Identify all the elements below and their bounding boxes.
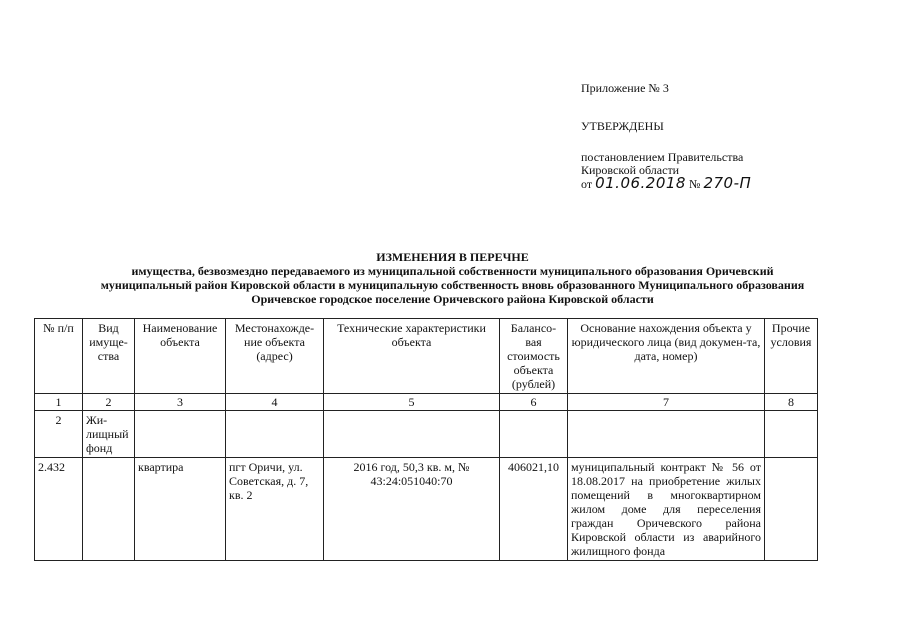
row-value: 406021,10 (500, 458, 568, 561)
row-other (765, 458, 818, 561)
row-basis: муниципальный контракт № 56 от 18.08.2017 на приобретение жилых помещений в многоквартирном жилом доме для переселения граждан Оричевского района Кировской области из аварийного жилищного фонда (568, 458, 765, 561)
property-table (34, 318, 818, 561)
date-prefix: от (581, 177, 593, 191)
column-number: 7 (568, 394, 765, 411)
number-prefix: № (688, 177, 701, 191)
row-address: пгт Оричи, ул. Советская, д. 7, кв. 2 (226, 458, 324, 561)
column-number-row (35, 394, 818, 411)
column-number: 6 (500, 394, 568, 411)
header-cell: Технические характеристики объекта (324, 319, 500, 394)
title-line-1: ИЗМЕНЕНИЯ В ПЕРЕЧНЕ (376, 250, 529, 264)
section-type: Жи-лищный фонд (83, 411, 135, 458)
row-name: квартира (135, 458, 226, 561)
header-cell: № п/п (35, 319, 83, 394)
table-header-row (35, 319, 818, 394)
title-line-4: Оричевское городское поселение Оричевского района Кировской области (251, 292, 654, 306)
column-number: 8 (765, 394, 818, 411)
header-cell: Наименование объекта (135, 319, 226, 394)
section-row (35, 411, 818, 458)
section-number: 2 (35, 411, 83, 458)
title-line-3: муниципальный район Кировской области в муниципальную собственность вновь образованного Муниципального образования (100, 278, 805, 292)
handwritten-number: 270-П (703, 174, 752, 192)
document-title (30, 250, 875, 306)
decree-line-1: постановлением Правительства (581, 150, 744, 164)
header-cell: Вид имуще-ства (83, 319, 135, 394)
decree-line-2: Кировской области (581, 163, 680, 177)
header-cell: Прочие условия (765, 319, 818, 394)
approved-label: УТВЕРЖДЕНЫ (581, 119, 664, 133)
header-cell: Местонахожде-ние объекта (адрес) (226, 319, 324, 394)
column-number: 5 (324, 394, 500, 411)
handwritten-date: 01.06.2018 (595, 174, 686, 192)
table-row (35, 458, 818, 561)
decree-date-line (581, 174, 821, 192)
column-number: 4 (226, 394, 324, 411)
appendix-label: Приложение № 3 (581, 81, 669, 95)
header-cell: Основание нахождения объекта у юридического лица (вид докумен-та, дата, номер) (568, 319, 765, 394)
column-number: 2 (83, 394, 135, 411)
row-tech: 2016 год, 50,3 кв. м, № 43:24:051040:70 (324, 458, 500, 561)
approval-block (581, 82, 821, 191)
column-number: 1 (35, 394, 83, 411)
header-cell: Балансо-вая стоимость объекта (рублей) (500, 319, 568, 394)
row-number: 2.432 (35, 458, 83, 561)
row-type (83, 458, 135, 561)
title-line-2: имущества, безвозмездно передаваемого из муниципальной собственности муниципального образования Оричевский (131, 264, 774, 278)
column-number: 3 (135, 394, 226, 411)
